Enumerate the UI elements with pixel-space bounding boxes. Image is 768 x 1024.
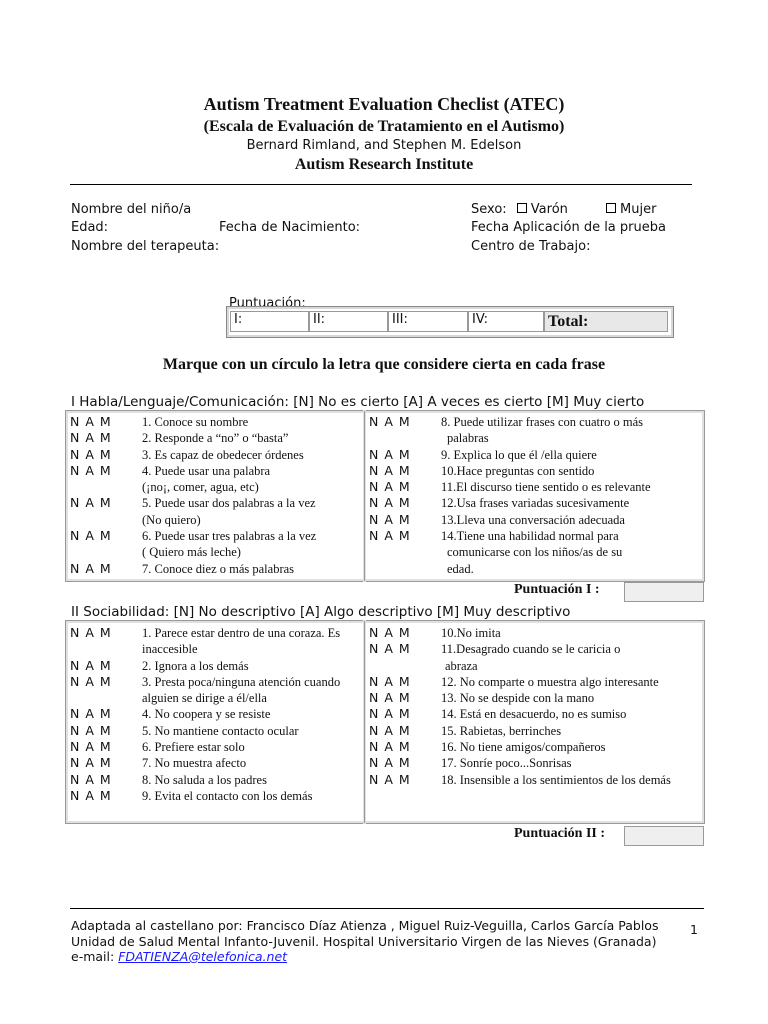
email-link[interactable]: FDATIENZA@telefonica.net: [118, 949, 288, 964]
checklist-item: [369, 674, 699, 690]
item-text: 11.El discurso tiene sentido o es relevante: [441, 480, 651, 495]
item-text: 10.No imita: [441, 626, 501, 640]
nam-options[interactable]: N A M: [369, 495, 410, 511]
item-text: 9. Evita el contacto con los demás: [142, 788, 313, 803]
item-text: 4. No coopera y se resiste: [142, 707, 271, 722]
document-subtitle: (Escala de Evaluación de Tratamiento en el Autismo): [203, 118, 565, 135]
checklist-item: [70, 561, 362, 577]
nam-options[interactable]: N A M: [70, 430, 111, 446]
checklist-item: [70, 739, 362, 755]
item-text-continuation: abraza: [445, 658, 478, 673]
item-text: 5. Puede usar dos palabras a la vez: [142, 496, 316, 511]
page-number: 1: [690, 922, 698, 937]
therapist-field[interactable]: Nombre del terapeuta:: [71, 239, 220, 254]
item-text: 17. Sonríe poco...Sonrisas: [441, 756, 572, 771]
section2-heading: II Sociabilidad: [N] No descriptivo [A] Algo descriptivo [M] Muy descriptivo: [71, 604, 571, 620]
section1-column-divider: [364, 411, 365, 581]
item-text: 10.Hace preguntas con sentido: [441, 463, 595, 478]
sex-field: [471, 202, 568, 217]
checklist-item: [70, 430, 362, 446]
child-name-field[interactable]: Nombre del niño/a: [71, 202, 192, 217]
nam-options[interactable]: N A M: [369, 462, 410, 478]
nam-options[interactable]: N A M: [70, 657, 111, 673]
score-cell-4[interactable]: IV:: [468, 311, 544, 332]
item-text: 16. No tiene amigos/compañeros: [441, 740, 606, 755]
checklist-item: [70, 414, 362, 430]
checklist-item: [369, 625, 699, 641]
checklist-item: [369, 479, 699, 495]
checklist-item: [369, 447, 699, 463]
nam-options[interactable]: N A M: [369, 706, 410, 722]
checklist-item: [369, 723, 699, 739]
section1-heading: I Habla/Lenguaje/Comunicación: [N] No es cierto [A] A veces es cierto [M] Muy cierto: [71, 394, 645, 410]
checklist-item: [369, 495, 699, 511]
item-text-continuation: alguien se dirige a él/ella: [142, 691, 267, 706]
section1-score-label: Puntuación I :: [514, 582, 600, 597]
item-text: 1. Conoce su nombre: [142, 415, 249, 429]
score-cell-1[interactable]: I:: [230, 311, 309, 332]
nam-options[interactable]: N A M: [70, 755, 111, 771]
nam-options[interactable]: N A M: [369, 690, 410, 706]
female-label: Mujer: [620, 202, 657, 217]
nam-options[interactable]: N A M: [369, 739, 410, 755]
item-text: 7. Conoce diez o más palabras: [142, 561, 295, 576]
checklist-item: [70, 706, 362, 722]
item-text: 15. Rabietas, berrinches: [441, 723, 562, 738]
checklist-item: [369, 463, 699, 479]
item-text: 2. Ignora a los demás: [142, 658, 249, 673]
document-title: Autism Treatment Evaluation Checlist (ATEC): [203, 94, 565, 114]
nam-options[interactable]: N A M: [369, 511, 410, 527]
checklist-item: [70, 674, 362, 690]
item-text: 7. No muestra afecto: [142, 756, 247, 771]
item-text: 3. Presta poca/ninguna atención cuando: [142, 674, 341, 689]
score-label: Puntuación:: [229, 296, 306, 311]
nam-options[interactable]: N A M: [70, 739, 111, 755]
male-label: Varón: [530, 202, 568, 217]
item-text: 12.Usa frases variadas sucesivamente: [441, 496, 630, 511]
nam-options[interactable]: N A M: [70, 446, 111, 462]
nam-options[interactable]: N A M: [70, 495, 111, 511]
checklist-item: [70, 723, 362, 739]
item-text-continuation: inaccesible: [142, 642, 198, 657]
checklist-item: [369, 706, 699, 722]
authors: Bernard Rimland, and Stephen M. Edelson: [246, 138, 522, 153]
nam-options[interactable]: N A M: [369, 722, 410, 738]
nam-options[interactable]: N A M: [369, 528, 410, 544]
section2-right-column: [369, 625, 699, 788]
section2-score-label: Puntuación II :: [514, 826, 606, 841]
section2-left-column: [70, 625, 362, 804]
checklist-item: [369, 772, 699, 788]
nam-options[interactable]: N A M: [369, 625, 410, 640]
item-text: 14.Tiene una habilidad normal para: [441, 529, 619, 544]
score-cell-2[interactable]: II:: [309, 311, 388, 332]
checklist-item: [70, 772, 362, 788]
nam-options[interactable]: N A M: [369, 641, 410, 657]
footer-divider: [70, 908, 704, 909]
age-field[interactable]: Edad:: [71, 220, 109, 235]
nam-options[interactable]: N A M: [70, 722, 111, 738]
nam-options[interactable]: N A M: [70, 528, 111, 544]
score-cell-3[interactable]: III:: [388, 311, 468, 332]
nam-options[interactable]: N A M: [70, 462, 111, 478]
checklist-item: [369, 512, 699, 528]
section2-score-box[interactable]: [624, 826, 704, 846]
checklist-item: [369, 690, 699, 706]
female-option: [600, 202, 656, 217]
section1-right-column: [369, 414, 699, 577]
item-text: 9. Explica lo que él /ella quiere: [441, 447, 597, 462]
item-text: 3. Es capaz de obedecer órdenes: [142, 447, 304, 462]
item-text-continuation: ( Quiero más leche): [142, 545, 241, 560]
item-text: 13.Lleva una conversación adecuada: [441, 512, 625, 527]
checklist-item: [70, 495, 362, 511]
section2-column-divider: [364, 621, 365, 823]
nam-options[interactable]: N A M: [70, 414, 111, 429]
item-text: 6. Puede usar tres palabras a la vez: [142, 529, 317, 544]
item-text: 12. No comparte o muestra algo interesante: [441, 674, 659, 689]
application-date-field[interactable]: Fecha Aplicación de la prueba: [471, 220, 666, 235]
section1-left-column: [70, 414, 362, 577]
nam-options[interactable]: N A M: [70, 771, 111, 787]
institute: Autism Research Institute: [294, 156, 474, 173]
item-text: 1. Parece estar dentro de una coraza. Es: [142, 626, 341, 640]
email-label: e-mail:: [71, 949, 115, 964]
header-divider: [70, 184, 692, 185]
item-text: 8. No saluda a los padres: [142, 772, 267, 787]
checklist-item: [70, 625, 362, 641]
score-summary-box: [226, 306, 674, 338]
item-text-continuation: palabras: [447, 431, 489, 446]
score-total-cell[interactable]: Total:: [544, 311, 668, 332]
nam-options[interactable]: N A M: [70, 706, 111, 722]
nam-options[interactable]: N A M: [369, 755, 410, 771]
item-text-continuation: comunicarse con los niños/as de su: [447, 545, 623, 560]
female-checkbox[interactable]: [606, 203, 616, 213]
male-checkbox[interactable]: [517, 203, 527, 213]
item-text: 2. Responde a “no” o “basta”: [142, 431, 289, 446]
nam-options[interactable]: N A M: [369, 479, 410, 495]
nam-options[interactable]: N A M: [369, 414, 410, 429]
item-text-continuation: (No quiero): [142, 512, 201, 527]
nam-options[interactable]: N A M: [70, 787, 111, 803]
footer-institution: Unidad de Salud Mental Infanto-Juvenil. Hospital Universitario Virgen de las Nieves (Granada): [71, 934, 657, 949]
nam-options[interactable]: N A M: [369, 771, 410, 787]
item-text: 14. Está en desacuerdo, no es sumiso: [441, 707, 627, 722]
nam-options[interactable]: N A M: [70, 673, 111, 689]
checklist-item: [70, 528, 362, 544]
nam-options[interactable]: N A M: [369, 446, 410, 462]
checklist-item: [70, 755, 362, 771]
item-text: 4. Puede usar una palabra: [142, 463, 271, 478]
item-text-continuation: (¡no¡, comer, agua, etc): [142, 480, 259, 495]
checklist-item: [369, 528, 699, 544]
item-text: 8. Puede utilizar frases con cuatro o más: [441, 415, 644, 429]
nam-options[interactable]: N A M: [70, 625, 111, 640]
footer-credits: Adaptada al castellano por: Francisco Díaz Atienza , Miguel Ruiz-Veguilla, Carlos García Pablos: [71, 918, 659, 933]
nam-options[interactable]: N A M: [70, 560, 111, 576]
item-text: 11.Desagrado cuando se le caricia o: [441, 642, 621, 657]
checklist-item: [369, 739, 699, 755]
item-text: 5. No mantiene contacto ocular: [142, 723, 299, 738]
nam-options[interactable]: N A M: [369, 673, 410, 689]
instruction: Marque con un círculo la letra que considere cierta en cada frase: [162, 356, 606, 373]
item-text: 6. Prefiere estar solo: [142, 740, 245, 755]
checklist-item: [369, 414, 699, 430]
checklist-item: [369, 641, 699, 657]
checklist-item: [70, 658, 362, 674]
workplace-field[interactable]: Centro de Trabajo:: [471, 239, 591, 254]
item-text-continuation: edad.: [447, 561, 474, 576]
birth-date-field[interactable]: Fecha de Nacimiento:: [219, 220, 361, 235]
section1-score-box[interactable]: [624, 582, 704, 602]
footer-email-line: [71, 949, 287, 965]
checklist-item: [70, 463, 362, 479]
item-text: 13. No se despide con la mano: [441, 691, 595, 706]
checklist-item: [70, 788, 362, 804]
checklist-item: [70, 447, 362, 463]
item-text: 18. Insensible a los sentimientos de los demás: [441, 772, 671, 787]
sex-label: Sexo:: [471, 202, 507, 217]
checklist-item: [369, 755, 699, 771]
